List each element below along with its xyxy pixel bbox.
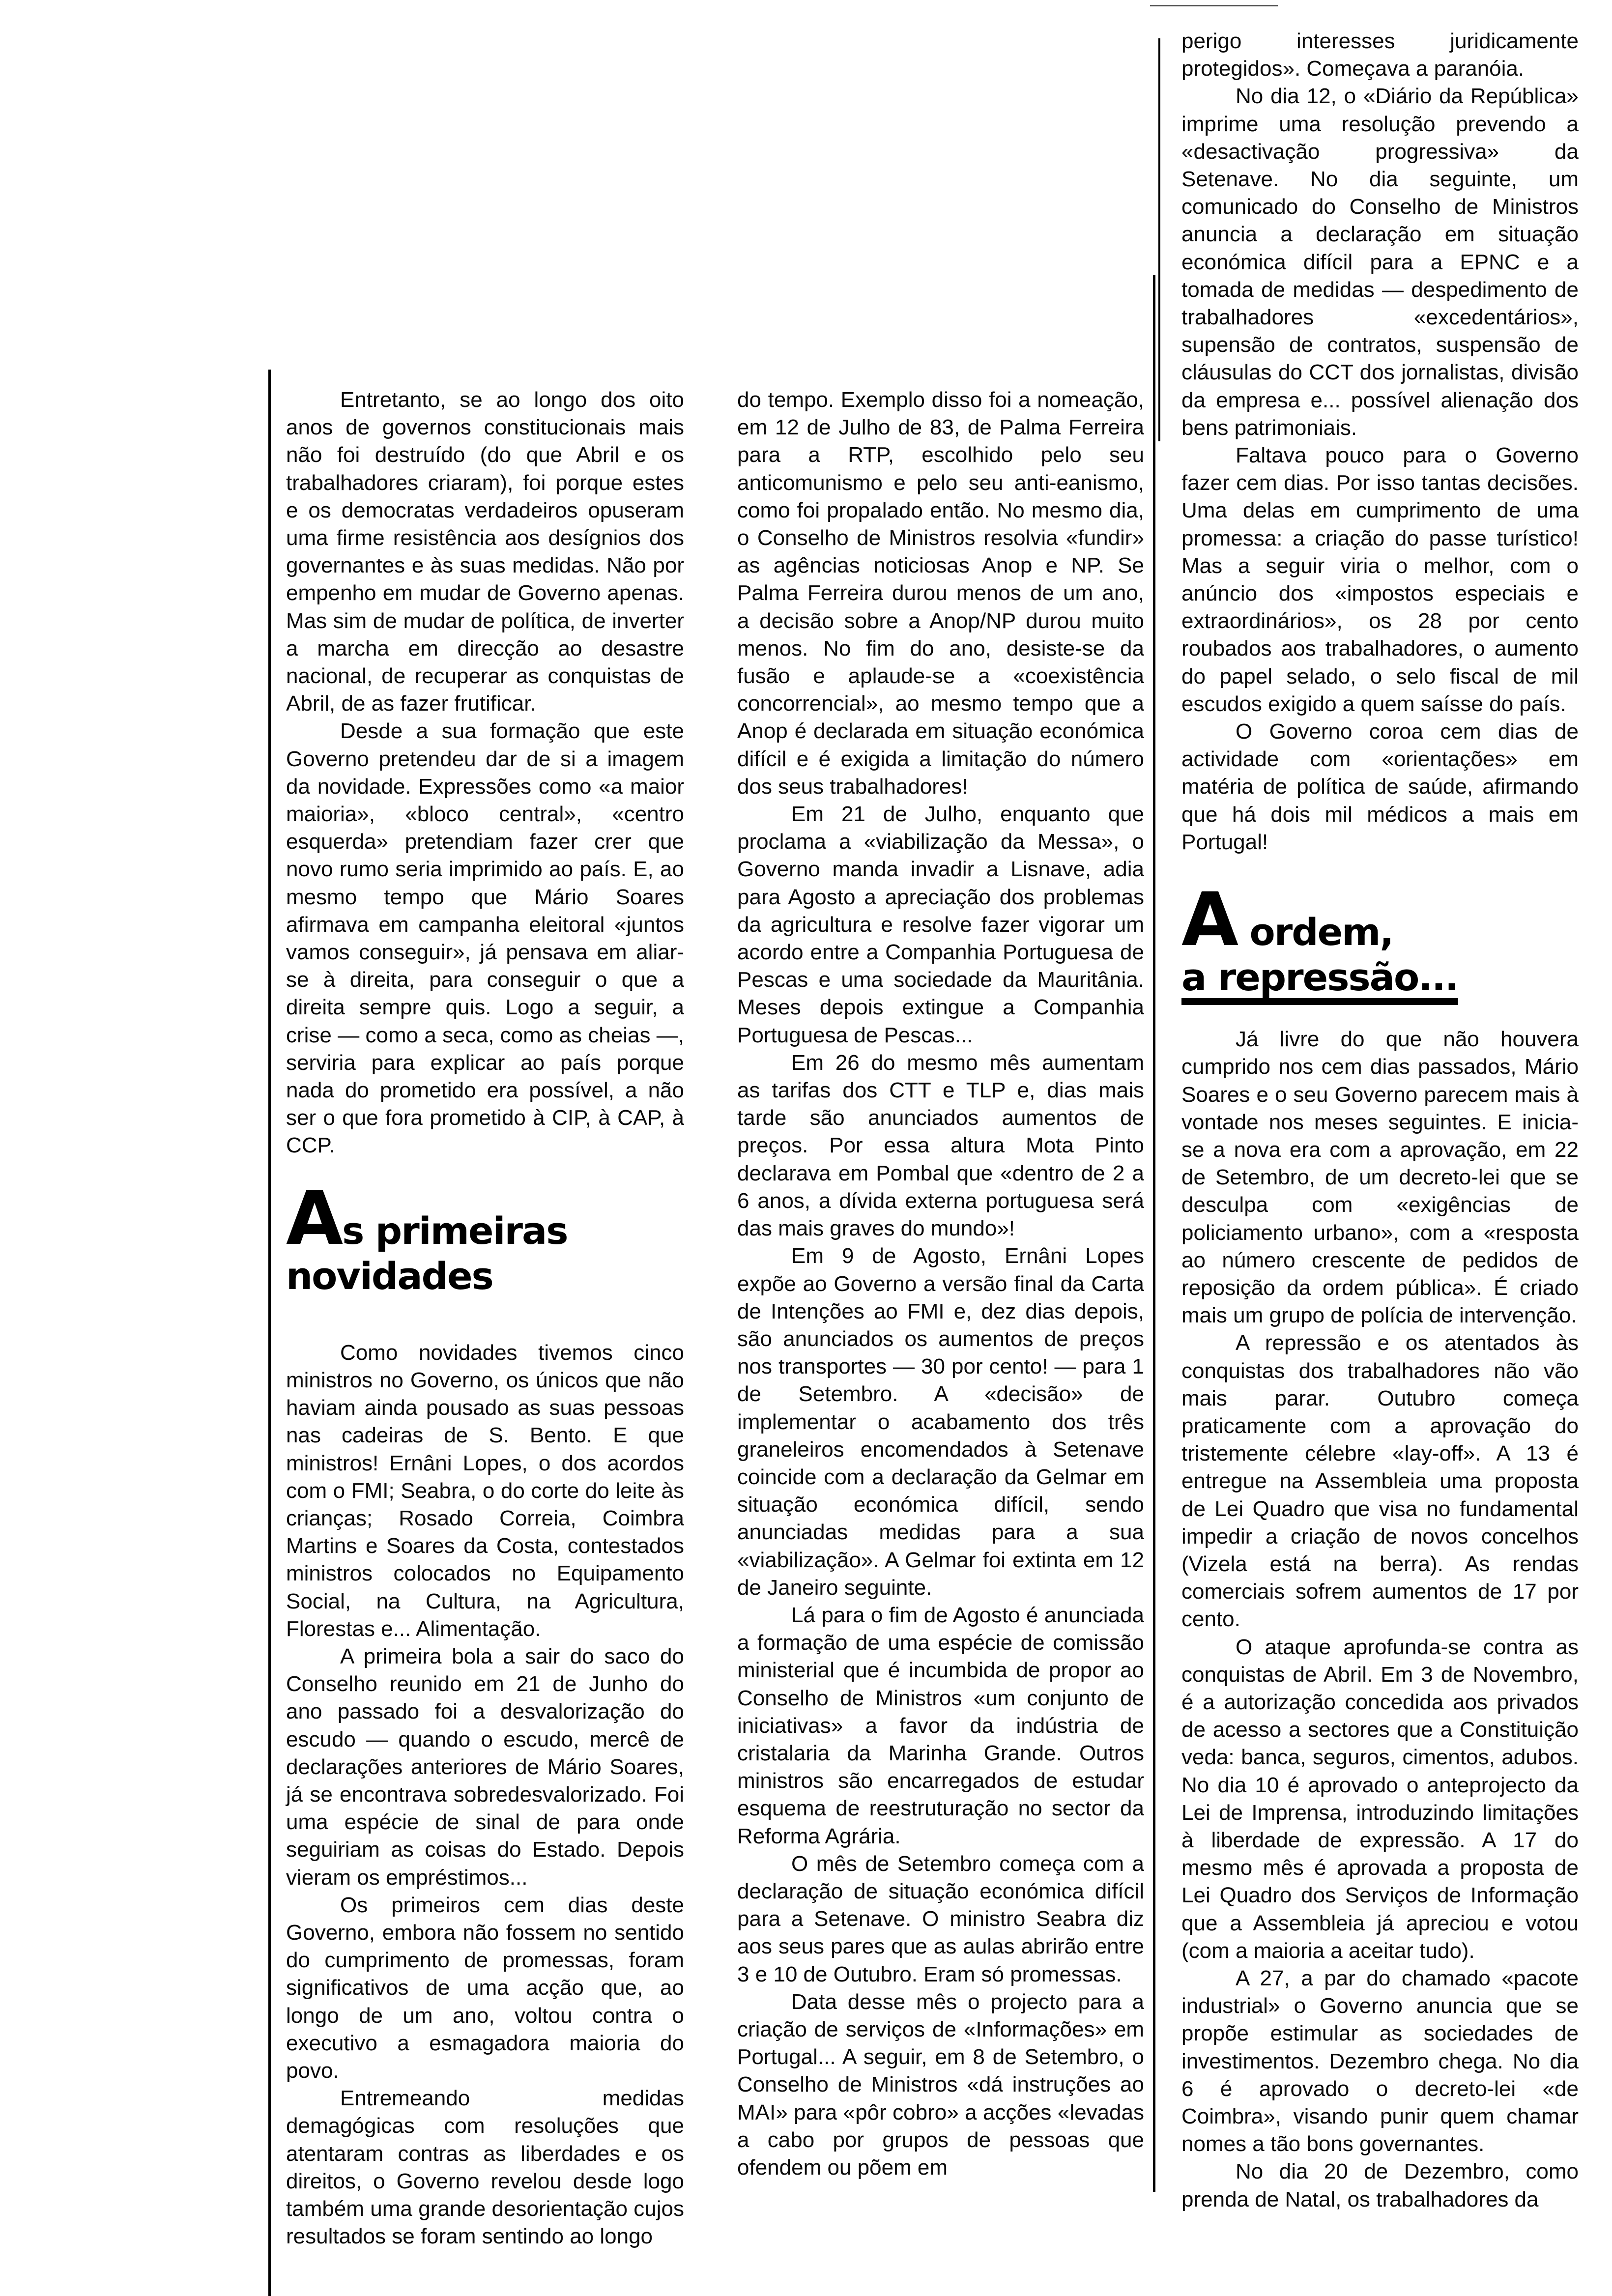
paragraph: do tempo. Exemplo disso foi a nomeação, em 12 de Julho de 83, de Palma Ferreira para a RTP, escolhido pelo seu anticomunismo e pelo seu anti-eanismo, como foi propalado então. No mesmo dia, o Conselho de Ministros resolvia «fundir» as agências noticiosas Anop e NP. Se Palma Ferreira durou menos de um ano, a decisão sobre a Anop/NP durou muito menos. No fim do ano, desiste-se da fusão e aplaude-se a «coexistência concorrencial», ao mesmo tempo que a Anop é declarada em situação económica difícil e é exigida a limitação do número dos seus trabalhadores! xyxy=(737,388,1144,799)
paragraph: perigo interesses juridicamente protegidos». Começava a paranóia. xyxy=(1181,29,1579,81)
top-rule xyxy=(1150,5,1278,6)
paragraph: No dia 12, o «Diário da República» imprime uma resolução prevendo a «desactivação progressiva» da Setenave. No dia seguinte, um comunicado do Conselho de Ministros anuncia a declaração em situação económica difícil para a EPNC e a tomada de medidas — despedimento de trabalhadores «excedentários», supensão de contratos, suspensão de cláusulas do CCT dos jornalistas, divisão da empresa e... possível alienação dos bens patrimoniais. xyxy=(1181,84,1579,440)
heading-line-2: a repressão... xyxy=(1181,955,1458,1000)
paragraph: A primeira bola a sair do saco do Conselho reunido em 21 de Junho do ano passado foi a desvalorização do escudo — quando o escudo, mercê de declarações anteriores de Mário Soares, já se encontrava sobredesvalorizado. Foi uma espécie de sinal de para onde seguiriam as coisas do Estado. Depois vieram os empréstimos... xyxy=(286,1644,684,1890)
paragraph: Já livre do que não houvera cumprido nos cem dias passados, Mário Soares e o seu Governo parecem mais à vontade nos meses seguintes. E inicia-se a nova era com a aprovação, em 22 de Setembro, de um decreto-lei que se desculpa com «exigências de policiamento urbano», com a «resposta ao número crescente de pedidos de reposição da ordem pública». É criado mais um grupo de polícia de intervenção. xyxy=(1181,1027,1579,1328)
article-column-1 xyxy=(286,386,684,2250)
column-rule-right xyxy=(1158,38,1160,441)
paragraph: A 27, a par do chamado «pacote industrial» o Governo anuncia que se propõe estimular as sociedades de investimentos. Dezembro chega. No dia 6 é aprovado o decreto-lei «de Coimbra», visando punir quem chamar nomes a tão bons governantes. xyxy=(1181,1966,1579,2156)
paragraph: A repressão e os atentados às conquistas dos trabalhadores não vão mais parar. Outubro começa praticamente com a aprovação do tristemente célebre «lay-off». A 13 é entregue na Assembleia uma proposta de Lei Quadro que visa no fundamental impedir a criação de novos concelhos (Vizela está na berra). As rendas comerciais sofrem aumentos de 17 por cento. xyxy=(1181,1331,1579,1632)
heading-line-1: s primeiras xyxy=(342,1208,568,1253)
section-heading-ordem-repressao xyxy=(1181,877,1579,1000)
paragraph: Entremeando medidas demagógicas com resoluções que atentaram contras as liberdades e os direitos, o Governo revelou desde logo também uma grande desorientação cujos resultados se foram sentindo ao longo xyxy=(286,2086,684,2249)
paragraph: O ataque aprofunda-se contra as conquistas de Abril. Em 3 de Novembro, é a autorização concedida aos privados de acesso a sectores que a Constituição veda: banca, seguros, cimentos, adubos. No dia 10 é aprovado o anteprojecto da Lei de Imprensa, introduzindo limitações à liberdade de expressão. A 17 do mesmo mês é aprovada a proposta de Lei Quadro dos Serviços de Informação que a Assembleia já apreciou e votou (com a maioria a aceitar tudo). xyxy=(1181,1635,1579,1963)
paragraph: Em 26 do mesmo mês aumentam as tarifas dos CTT e TLP e, dias mais tarde são anunciados aumentos de preços. Por essa altura Mota Pinto declarava em Pombal que «dentro de 2 a 6 anos, a dívida externa portuguesa será das mais graves do mundo»! xyxy=(737,1050,1144,1241)
paragraph: Lá para o fim de Agosto é anunciada a formação de uma espécie de comissão ministerial que é incumbida de propor ao Conselho de Ministros «um conjunto de iniciativas» a favor da indústria de cristalaria da Marinha Grande. Outros ministros são encarregados de estudar esquema de reestruturação no sector da Reforma Agrária. xyxy=(737,1603,1144,1848)
article-column-3 xyxy=(1181,28,1579,2213)
paragraph: O Governo coroa cem dias de actividade com «orientações» em matéria de política de saúde, afirmando que há dois mil médicos a mais em Portugal! xyxy=(1181,719,1579,854)
paragraph: Faltava pouco para o Governo fazer cem dias. Por isso tantas decisões. Uma delas em cumprimento de uma promessa: a criação do passe turístico! Mas a seguir viria o melhor, com o anúncio dos «impostos especiais e extraordinários», os 28 por cento roubados aos trabalhadores, o aumento do papel selado, o selo fiscal de mil escudos exigido a quem saísse do país. xyxy=(1181,443,1579,716)
paragraph: Em 9 de Agosto, Ernâni Lopes expõe ao Governo a versão final da Carta de Intenções ao FMI e, dez dias depois, são anunciados os aumentos de preços nos transportes — 30 por cento! — para 1 de Setembro. A «decisão» de implementar o acabamento dos três graneleiros encomendados à Setenave coincide com a declaração da Gelmar em situação económica difícil, sendo anunciadas medidas para a sua «viabilização». A Gelmar foi extinta em 12 de Janeiro seguinte. xyxy=(737,1244,1144,1600)
paragraph: No dia 20 de Dezembro, como prenda de Natal, os trabalhadores da xyxy=(1181,2159,1579,2211)
paragraph: Entretanto, se ao longo dos oito anos de governos constitucionais mais não foi destruído (do que Abril e os trabalhadores criaram), foi porque estes e os democratas verdadeiros opuseram uma firme resistência aos desígnios dos governantes e às suas medidas. Não por empenho em mudar de Governo apenas. Mas sim de mudar de política, de inverter a marcha em direcção ao desastre nacional, de recuperar as conquistas de Abril, de as fazer frutificar. xyxy=(286,388,684,716)
section-heading-primeiras-novidades xyxy=(286,1176,684,1298)
heading-line-2: novidades xyxy=(286,1254,493,1298)
column-rule-left xyxy=(268,370,271,2296)
paragraph: Os primeiros cem dias deste Governo, embora não fossem no sentido do cumprimento de promessas, foram significativos de uma acção que, ao longo de um ano, voltou contra o executivo a esmagadora maioria do povo. xyxy=(286,1893,684,2083)
heading-drop-cap: A xyxy=(1181,877,1238,963)
paragraph: O mês de Setembro começa com a declaração de situação económica difícil para a Setenave. O ministro Seabra diz aos seus pares que as aulas abrirão entre 3 e 10 de Outubro. Eram só promessas. xyxy=(737,1851,1144,1986)
paragraph: Data desse mês o projecto para a criação de serviços de «Informações» em Portugal... A seguir, em 8 de Setembro, o Conselho de Ministros «dá instruções ao MAI» para «pôr cobro» a acções «levadas a cabo por grupos de pessoas que ofendem ou põem em xyxy=(737,1989,1144,2180)
paragraph: Desde a sua formação que este Governo pretendeu dar de si a imagem da novidade. Expressões como «a maior maioria», «bloco central», «centro esquerda» pretendiam fazer crer que novo rumo seria imprimido ao país. E, ao mesmo tempo que Mário Soares afirmava em campanha eleitoral «juntos vamos conseguir», já pensava em aliar-se à direita, para conseguir o que a direita sempre quis. Logo a seguir, a crise — como a seca, como as cheias —, serviria para explicar ao país porque nada do prometido era possível, a não ser o que fora prometido à CIP, à CAP, à CCP. xyxy=(286,719,684,1158)
heading-line-1: ordem, xyxy=(1238,910,1393,954)
heading-drop-cap: A xyxy=(286,1176,343,1262)
paragraph: Em 21 de Julho, enquanto que proclama a «viabilização da Messa», o Governo manda invadir a Lisnave, adia para Agosto a apreciação dos problemas da agricultura e resolve fazer vigorar um acordo entre a Companhia Portuguesa de Pescas e uma sociedade da Mauritânia. Meses depois extingue a Companhia Portuguesa de Pescas... xyxy=(737,802,1144,1047)
column-rule-middle xyxy=(1153,275,1155,2192)
article-column-2 xyxy=(737,386,1144,2181)
paragraph: Como novidades tivemos cinco ministros no Governo, os únicos que não haviam ainda pousado as suas pessoas nas cadeiras de S. Bento. E que ministros! Ernâni Lopes, o dos acordos com o FMI; Seabra, o do corte do leite às crianças; Rosado Correia, Coimbra Martins e Soares da Costa, contestados ministros colocados no Equipamento Social, na Cultura, na Agricultura, Florestas e... Alimentação. xyxy=(286,1340,684,1641)
